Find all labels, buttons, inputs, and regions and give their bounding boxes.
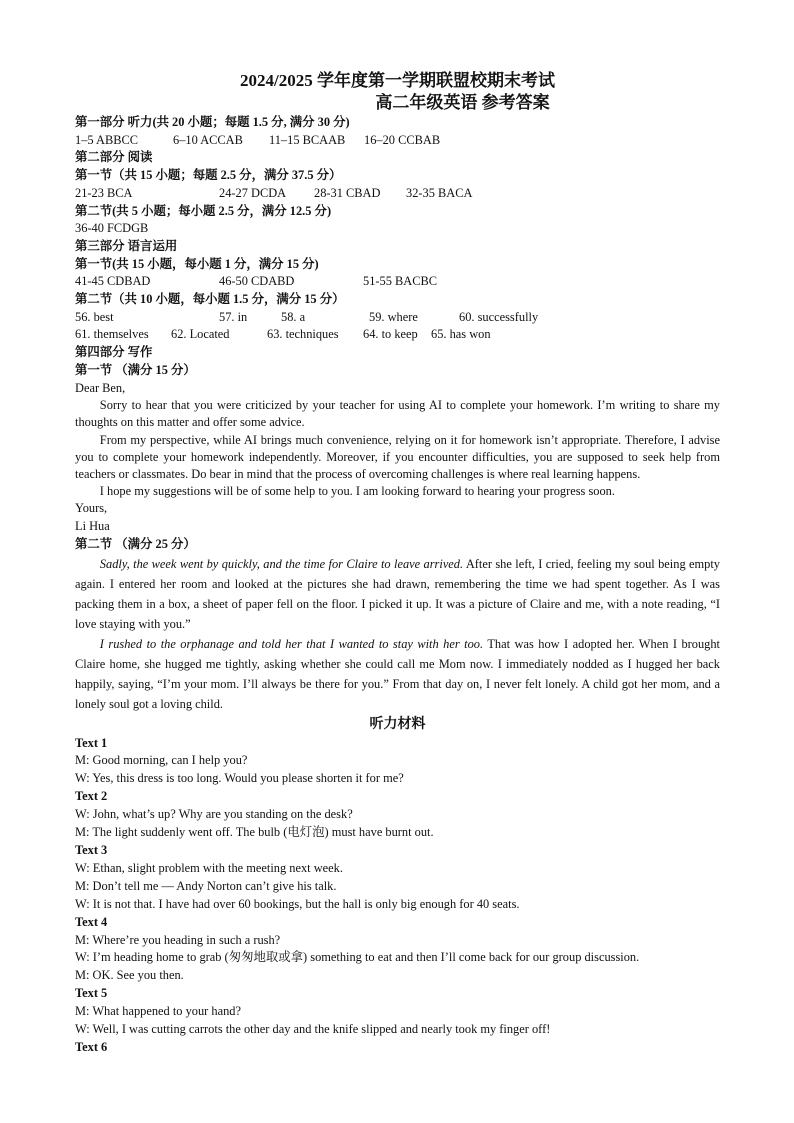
text-label: Text 6	[75, 1039, 108, 1054]
answer-group: 46-50 CDABD	[219, 274, 295, 289]
answer-group: 11–15 BCAAB	[269, 132, 346, 147]
answer-item: 59. where	[369, 309, 418, 324]
part4-section2-header: 第二节 （满分 25 分）	[75, 536, 196, 551]
part3-section1-answers	[75, 273, 720, 291]
part2-section1-answers	[75, 185, 720, 203]
text-label: Text 3	[75, 843, 108, 858]
answer-item: 56. best	[75, 309, 114, 324]
answer-group: 41-45 CDBAD	[75, 274, 151, 289]
answer-group: 28-31 CBAD	[314, 185, 381, 200]
answer-group: 16–20 CCBAB	[364, 132, 441, 147]
story-opening-sentence: Sadly, the week went by quickly, and the time for Claire to leave arrived.	[99, 556, 464, 571]
story-paragraph	[75, 554, 720, 634]
dialogue-line: W: Yes, this dress is too long. Would you please shorten it for me?	[75, 771, 404, 786]
part1-answers	[75, 132, 720, 150]
dialogue-line: W: John, what’s up? Why are you standing on the desk?	[75, 807, 353, 822]
letter-greeting: Dear Ben,	[75, 380, 126, 395]
story-text: That was how I adopted her. When I brought Claire home, she hugged me tightly, asking whether she could call me Mom now. I immediately nodded as I hugged her back happily, saying, “I’m your mom. I’ll always be there for you.” From that day on, I never felt lonely. A child got her mom, and a lonely soul got a loving child.	[75, 636, 721, 711]
part3-section1-header: 第一节(共 15 小题，每小题 1 分，满分 15 分)	[75, 256, 319, 271]
part3-section2-header: 第二节（共 10 小题，每小题 1.5 分，满分 15 分）	[75, 292, 345, 307]
answer-item: 57. in	[219, 309, 248, 324]
dialogue-line: M: OK. See you then.	[75, 968, 184, 983]
answer-item: 64. to keep	[363, 327, 418, 342]
exam-subtitle: 高二年级英语 参考答案	[375, 93, 550, 112]
text-label: Text 5	[75, 986, 108, 1001]
answer-item: 61. themselves	[75, 327, 149, 342]
answer-group: 6–10 ACCAB	[173, 132, 243, 147]
answer-item: 60. successfully	[459, 309, 539, 324]
dialogue-line: M: What happened to your hand?	[75, 1004, 241, 1019]
answer-item: 65. has won	[431, 327, 491, 342]
part2-section1-header: 第一节（共 15 小题；每题 2.5 分，满分 37.5 分）	[75, 168, 342, 183]
answer-item: 63. techniques	[267, 327, 339, 342]
part2-section2-answers: 36-40 FCDGB	[75, 221, 149, 236]
listening-header: 听力材料	[369, 716, 426, 732]
part1-header: 第一部分 听力(共 20 小题；每题 1.5 分, 满分 30 分)	[75, 115, 350, 129]
dialogue-line: M: Don’t tell me — Andy Norton can’t give his talk.	[75, 878, 337, 893]
part3-section2-row2	[75, 326, 720, 344]
part4-header: 第四部分 写作	[75, 345, 153, 360]
answer-item: 58. a	[281, 309, 306, 324]
answer-sheet	[75, 70, 720, 1057]
answer-group: 51-55 BACBC	[363, 274, 438, 289]
letter-paragraph: Sorry to hear that you were criticized by your teacher for using AI to complete your homework. I’m writing to share my thoughts on this matter and offer some advice.	[75, 398, 720, 430]
exam-title: 2024/2025 学年度第一学期联盟校期末考试	[240, 71, 555, 90]
part2-section2-header: 第二节(共 5 小题；每小题 2.5 分，满分 12.5 分)	[75, 203, 332, 218]
answer-group: 21-23 BCA	[75, 185, 133, 200]
part2-header: 第二部分 阅读	[75, 150, 153, 165]
dialogue-line: M: Where’re you heading in such a rush?	[75, 932, 281, 947]
dialogue-line: M: The light suddenly went off. The bulb (电灯泡) must have burnt out.	[75, 825, 434, 840]
listening-texts	[75, 735, 720, 1057]
story-text: After she left, I cried, feeling my soul being empty again. I entered her room and looked at the pictures she had drawn, remembering the time we had spent together. As I was packing them in a box, a sheet of paper fell on the floor. I picked it up. It was a picture of Claire and me, with a note reading, “I love staying with you.”	[75, 556, 720, 631]
letter-paragraph: I hope my suggestions will be of some help to you. I am looking forward to hearing your progress soon.	[99, 484, 615, 499]
text-label: Text 2	[75, 789, 108, 804]
dialogue-line: W: I’m heading home to grab (匆匆地取或拿) something to eat and then I’ll come back for our group discussion.	[75, 950, 640, 965]
dialogue-line: W: Well, I was cutting carrots the other day and the knife slipped and nearly took my finger off!	[75, 1022, 551, 1037]
answer-item: 62. Located	[171, 327, 230, 342]
part4-section1-header: 第一节 （满分 15 分）	[75, 362, 196, 377]
dialogue-line: M: Good morning, can I help you?	[75, 753, 248, 768]
text-label: Text 1	[75, 735, 108, 750]
story-paragraph	[75, 634, 720, 714]
answer-group: 24-27 DCDA	[219, 185, 287, 200]
part3-header: 第三部分 语言运用	[75, 238, 178, 253]
letter-signature: Li Hua	[75, 519, 110, 534]
answer-group: 32-35 BACA	[406, 185, 473, 200]
part3-section2-row1	[75, 309, 720, 327]
letter-paragraph: From my perspective, while AI brings much convenience, relying on it for homework isn’t appropriate. Therefore, I advise you to complete your homework independently. Moreover, if you encounter difficulties, you are supposed to seek help from teachers or classmates. Do bear in mind that the process of overcoming challenges is where real learning happens.	[75, 432, 720, 482]
letter-closing: Yours,	[75, 501, 108, 516]
answer-group: 1–5 ABBCC	[75, 132, 139, 147]
dialogue-line: W: It is not that. I have had over 60 bookings, but the hall is only big enough for 40 seats.	[75, 896, 520, 911]
text-label: Text 4	[75, 914, 108, 929]
story-opening-sentence: I rushed to the orphanage and told her that I wanted to stay with her too.	[99, 636, 484, 651]
dialogue-line: W: Ethan, slight problem with the meeting next week.	[75, 860, 343, 875]
